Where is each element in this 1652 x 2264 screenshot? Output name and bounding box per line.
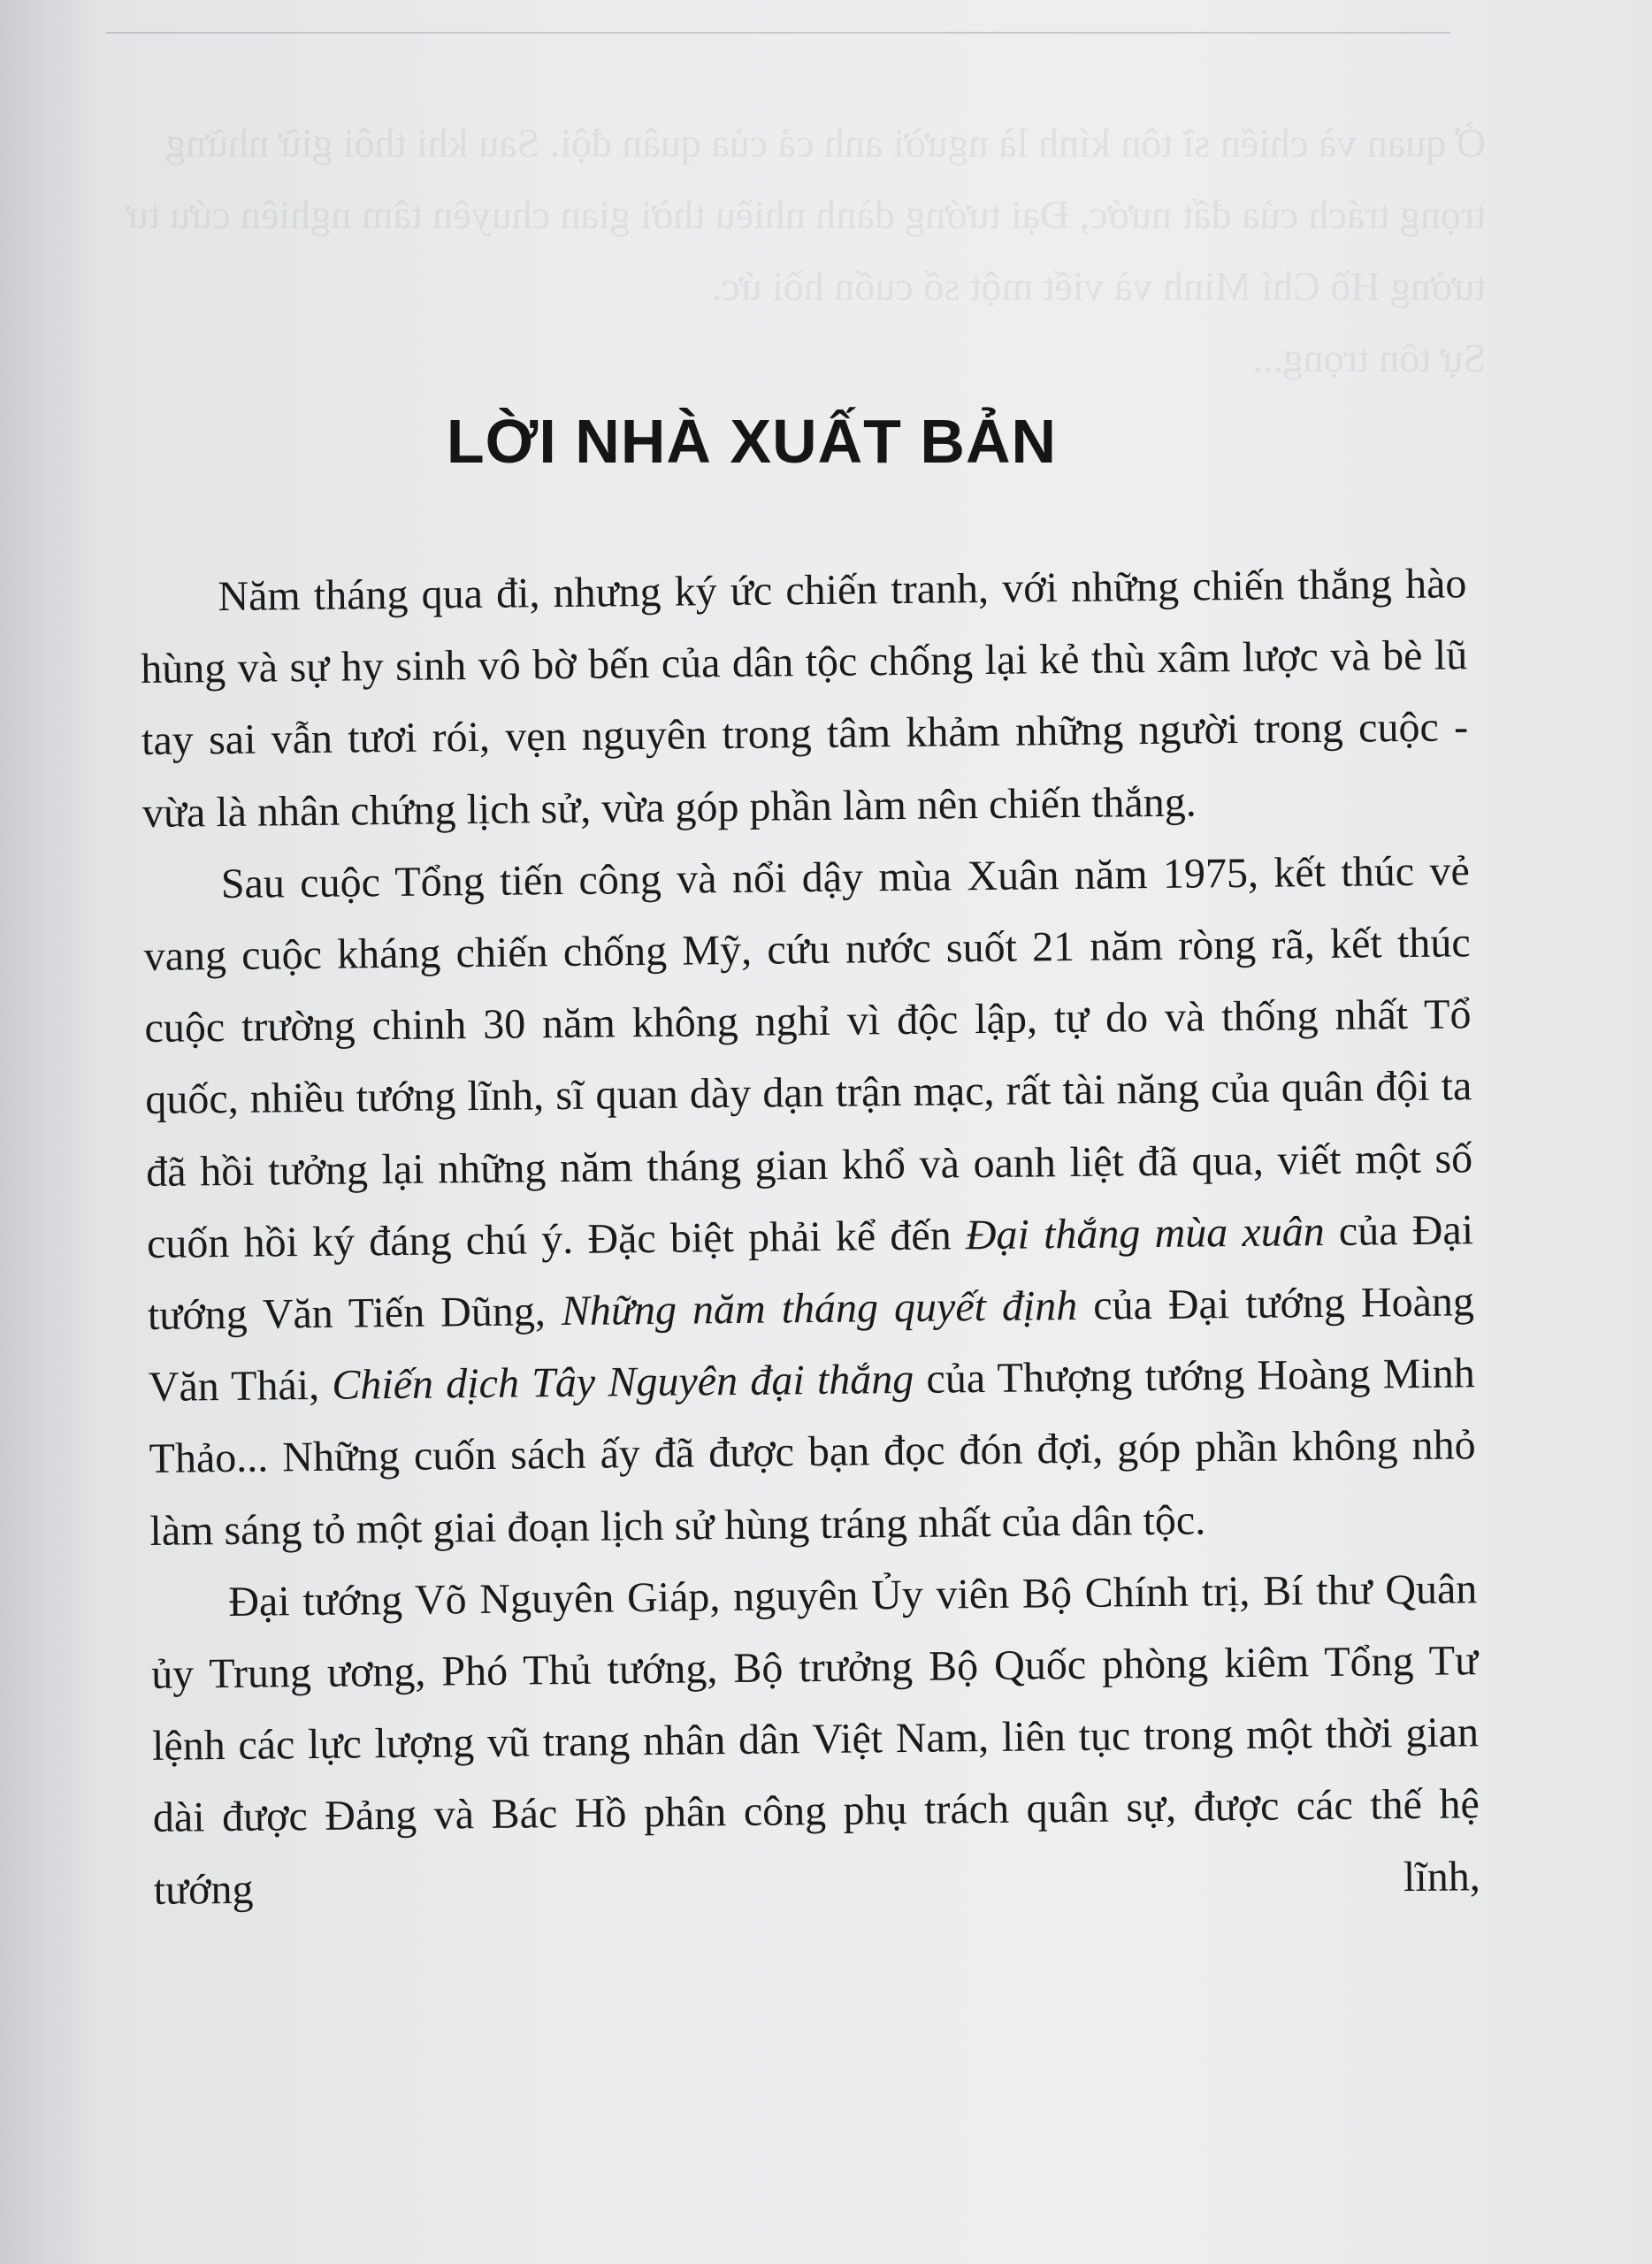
paragraph-text: Đại tướng Võ Nguyên Giáp, nguyên Ủy viên Bộ Chính trị, Bí thư Quân ủy Trung ương, Phó Thủ tướng, Bộ trưởng Bộ Quốc phòng kiêm Tổng Tư lệnh các lực lượng vũ trang nhân dân Việt Nam, liên tục trong một thời gian dài được Đảng và Bác Hồ phân công phụ trách quân sự, được các thế hệ tướng lĩnh, xyxy=(150,1565,1480,1914)
show-through-text: Ở quan và chiến sĩ tôn kính là người anh cả của quân đội. Sau khi thôi giữ những trọng trách của đất nước, Đại tướng dành nhiều thời gian chuyên tâm nghiên cứu tư tưởng Hồ Chí Minh và viết một số cuốn hồi ức. Sự tôn trọng... xyxy=(126,120,1486,380)
body-text xyxy=(140,547,1480,1925)
paragraph-text: Năm tháng qua đi, nhưng ký ức chiến tranh, với những chiến thắng hào hùng và sự hy sinh vô bờ bến của dân tộc chống lại kẻ thù xâm lược và bè lũ tay sai vẫn tươi rói, vẹn nguyên trong tâm khảm những người trong cuộc - vừa là nhân chứng lịch sử, vừa góp phần làm nên chiến thắng. xyxy=(140,560,1469,837)
book-title-italic: Những năm tháng quyết định xyxy=(561,1281,1078,1335)
paragraph-text: của Đại tướng Hoàng Văn Thái, xyxy=(148,1278,1475,1411)
paragraph xyxy=(150,1553,1480,1926)
paragraph xyxy=(142,835,1476,1567)
paragraph-text: của Thượng tướng Hoàng Minh Thảo... Những cuốn sách ấy đã được bạn đọc đón đợi, góp phần không nhỏ làm sáng tỏ một giai đoạn lịch sử hùng tráng nhất của dân tộc. xyxy=(149,1350,1476,1555)
page-title: LỜI NHÀ XUẤT BẢN xyxy=(446,406,1058,476)
header-rule xyxy=(106,32,1450,34)
book-title-italic: Đại thắng mùa xuân xyxy=(965,1207,1325,1259)
book-title-italic: Chiến dịch Tây Nguyên đại thắng xyxy=(332,1356,914,1410)
paragraph xyxy=(140,547,1469,849)
paragraph-text: Sau cuộc Tổng tiến công và nổi dậy mùa Xuân năm 1975, kết thúc vẻ vang cuộc kháng chiến chống Mỹ, cứu nước suốt 21 năm ròng rã, kết thúc cuộc trường chinh 30 năm không nghỉ vì độc lập, tự do và thống nhất Tổ quốc, nhiều tướng lĩnh, sĩ quan dày dạn trận mạc, rất tài năng của quân đội ta đã hồi tưởng lại những năm tháng gian khổ và oanh liệt đã qua, viết một số cuốn hồi ký đáng chú ý. Đặc biệt phải kể đến xyxy=(143,847,1473,1267)
paragraph-text: của Đại tướng Văn Tiến Dũng, xyxy=(147,1206,1474,1339)
